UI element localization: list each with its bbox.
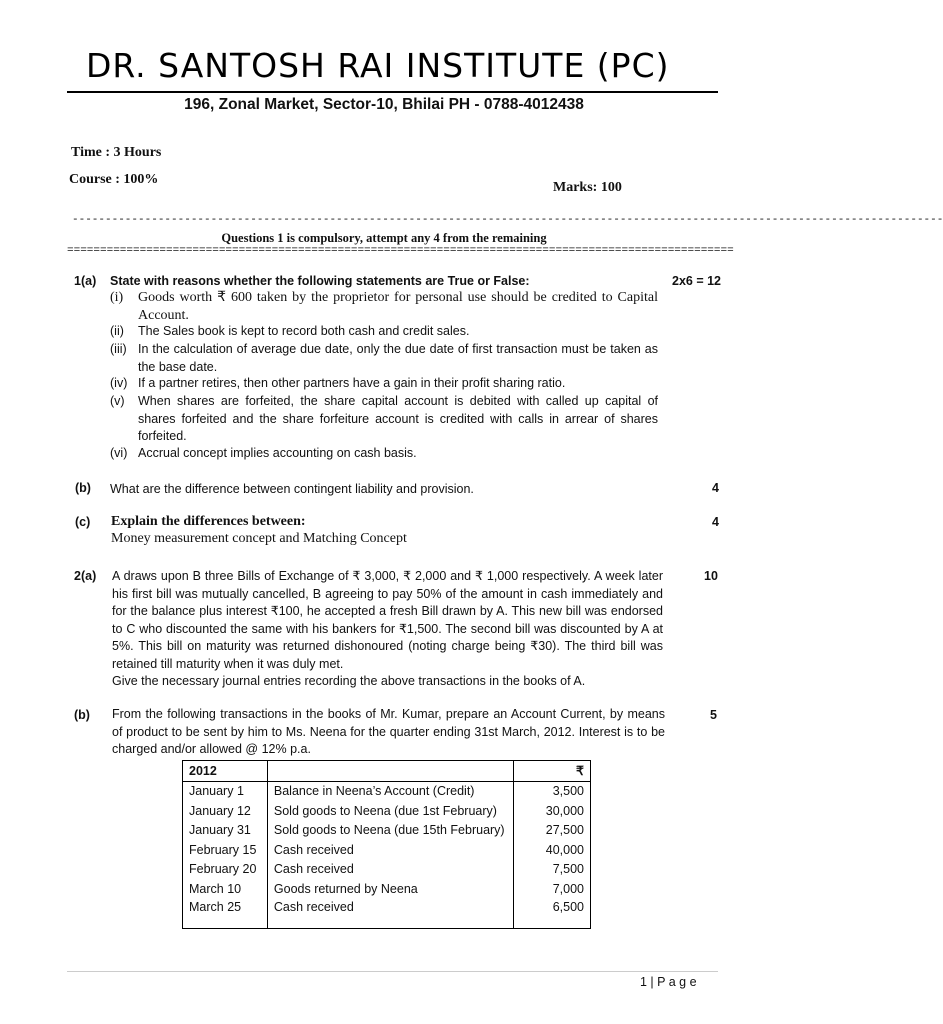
item-number: (iii) (110, 342, 127, 356)
row-amount: 40,000 (514, 840, 591, 860)
header-rupee: ₹ (514, 761, 591, 782)
row-particular: Cash received (267, 899, 513, 929)
item-text: If a partner retires, then other partners have a gain in their profit sharing ratio. (138, 376, 566, 390)
row-amount: 30,000 (514, 801, 591, 821)
q1a-item (110, 323, 658, 341)
item-number: (iv) (110, 376, 128, 390)
q1c-text: Explain the differences between: (111, 514, 306, 529)
item-number: (v) (110, 394, 125, 408)
row-particular: Balance in Neena’s Account (Credit) (267, 781, 513, 801)
item-number: (ii) (110, 324, 124, 338)
table-row (183, 899, 591, 929)
instruction: Questions 1 is compulsory, attempt any 4 from the remaining (221, 231, 547, 245)
q1c-marks: 4 (712, 515, 719, 529)
q1a-marks: 2x6 = 12 (672, 274, 722, 288)
table-row (183, 879, 591, 899)
row-date: January 1 (183, 781, 268, 801)
table-row (183, 781, 591, 801)
exam-time: Time : 3 Hours (71, 145, 162, 160)
row-amount: 27,500 (514, 821, 591, 841)
exam-course: Course : 100% (69, 172, 159, 187)
equals-separator: ===================================================================================================== (67, 245, 734, 257)
row-particular: Sold goods to Neena (due 1st February) (267, 801, 513, 821)
row-particular: Sold goods to Neena (due 15th February) (267, 821, 513, 841)
row-date: February 20 (183, 860, 268, 880)
row-particular: Cash received (267, 860, 513, 880)
q1c-subtext: Money measurement concept and Matching Concept (111, 531, 407, 546)
title-rule (67, 91, 718, 93)
footer-rule (67, 971, 718, 972)
q1b-text: What are the difference between contingent liability and provision. (110, 482, 474, 496)
table-row (183, 821, 591, 841)
q1a-item (110, 375, 658, 393)
q1c-number: (c) (75, 515, 91, 529)
q2b-marks: 5 (710, 708, 717, 722)
q2a-instruction: Give the necessary journal entries recording the above transactions in the books of A. (112, 674, 586, 688)
page-number: 1 | P a g e (640, 975, 697, 989)
q1a-item (110, 393, 658, 446)
q1a-item (110, 341, 658, 376)
q2a-number: 2(a) (74, 569, 97, 583)
dash-separator: ------------------------------------------------------------------------------------------------------------------------------------ (72, 214, 943, 226)
header-year: 2012 (183, 761, 268, 782)
item-text: In the calculation of average due date, only the due date of first transaction must be taken as the base date. (138, 342, 658, 374)
q2b-number: (b) (74, 708, 90, 722)
q2a-paragraph: A draws upon B three Bills of Exchange of ₹ 3,000, ₹ 2,000 and ₹ 1,000 respectively. A week later his first bill was mutually cancelled, B agreeing to pay 50% of the amount in cash immediately and for the balance plus interest ₹100, he accepted a fresh Bill drawn by A. This new bill was endorsed to C who discounted the same with his bankers for ₹1,500. The second bill was discounted by A at 5%. This bill on maturity was returned dishonoured (noting charge being ₹30). The third bill was retained till maturity when it was duly met. (112, 569, 663, 671)
row-amount: 6,500 (514, 899, 591, 929)
row-date: February 15 (183, 840, 268, 860)
exam-marks: Marks: 100 (553, 180, 622, 195)
row-date: January 12 (183, 801, 268, 821)
row-amount: 3,500 (514, 781, 591, 801)
q1a-number: 1(a) (74, 274, 97, 288)
row-date: March 10 (183, 879, 268, 899)
item-text: Goods worth ₹ 600 taken by the proprietor for personal use should be credited to Capital Account. (138, 290, 658, 323)
q2a-text (112, 568, 663, 691)
institute-title: DR. SANTOSH RAI INSTITUTE (PC) (86, 46, 670, 85)
table-row (183, 801, 591, 821)
account-table (182, 760, 591, 929)
row-particular: Goods returned by Neena (267, 879, 513, 899)
table-header-row (183, 761, 591, 782)
q1b-number: (b) (75, 481, 91, 495)
q1a-item (110, 445, 658, 463)
q2b-text: From the following transactions in the books of Mr. Kumar, prepare an Account Current, by means of product to be sent by him to Ms. Neena for the quarter ending 31st March, 2012. Interest is to be charged and/or allowed @ 12% p.a. (112, 707, 665, 756)
item-text: When shares are forfeited, the share capital account is debited with called up capital of shares forfeited and the share forfeiture account is credited with calls in arrear of shares forfeited. (138, 394, 658, 443)
item-number: (i) (110, 290, 124, 305)
q2a-marks: 10 (704, 569, 718, 583)
q1b-marks: 4 (712, 481, 719, 495)
item-text: The Sales book is kept to record both cash and credit sales. (138, 324, 470, 338)
q1a-item (110, 289, 658, 324)
row-date: January 31 (183, 821, 268, 841)
address-line: 196, Zonal Market, Sector-10, Bhilai PH - 0788-4012438 (184, 96, 584, 113)
table-row (183, 840, 591, 860)
row-date: March 25 (183, 899, 268, 929)
header-particulars (267, 761, 513, 782)
q1a-stem: State with reasons whether the following statements are True or False: (110, 274, 530, 288)
row-particular: Cash received (267, 840, 513, 860)
row-amount: 7,000 (514, 879, 591, 899)
item-number: (vi) (110, 446, 128, 460)
row-amount: 7,500 (514, 860, 591, 880)
item-text: Accrual concept implies accounting on cash basis. (138, 446, 417, 460)
table-row (183, 860, 591, 880)
